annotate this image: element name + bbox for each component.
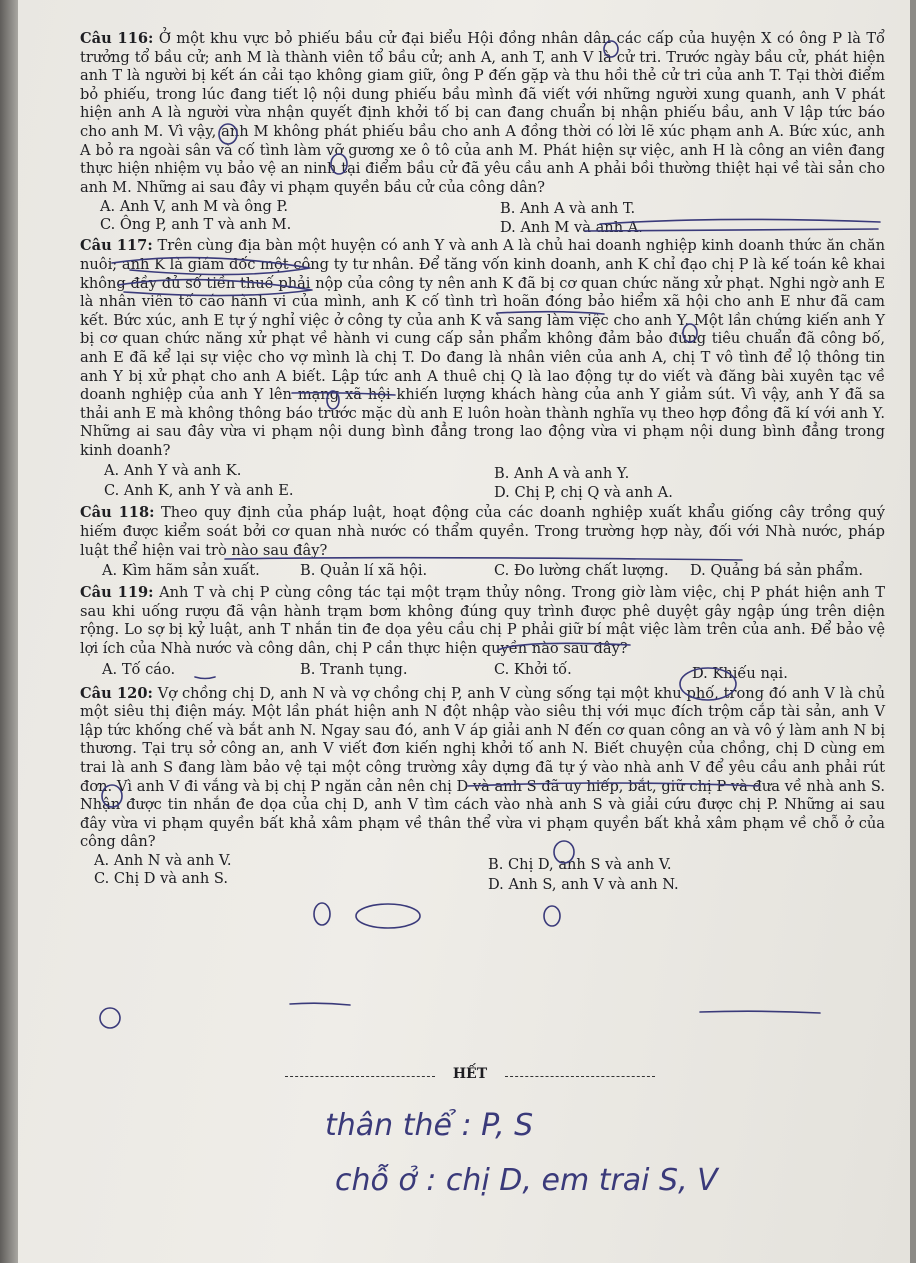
- circle-mark: [604, 41, 618, 57]
- option-d[interactable]: D. Anh S, anh V và anh N.: [488, 875, 679, 893]
- question-label: Câu 118:: [80, 504, 155, 522]
- circle-mark: [554, 841, 574, 863]
- question-label: Câu 116:: [80, 30, 154, 47]
- option-d[interactable]: D. Khiếu nại.: [692, 664, 788, 682]
- circle-mark: [680, 668, 736, 700]
- handwritten-note-1: thân thể : P, S: [325, 1108, 534, 1143]
- option-a[interactable]: A. Anh V, anh M và ông P.: [100, 198, 289, 216]
- option-b[interactable]: B. Quản lí xã hội.: [300, 562, 428, 580]
- option-c[interactable]: C. Chị D và anh S.: [94, 869, 228, 887]
- circle-mark: [314, 903, 330, 925]
- underline-mark: [585, 229, 878, 231]
- end-text: HẾT: [452, 1066, 488, 1082]
- option-b[interactable]: B. Anh A và anh Y.: [494, 465, 630, 483]
- underline-mark: [498, 643, 630, 650]
- question-text: Trên cùng địa bàn một huyện có anh Y và anh A là chủ hai doanh nghiệp kinh doanh thức ăn chăn nuôi; anh K là giám đốc một công ty tư nhân. Để tăng vốn kinh doanh, anh K chỉ đạo chị P là kế toán kê khai không đầy đủ số tiền thuế phải nộp của công ty nên anh K đã bị cơ quan chức năng xử phạt. Nghi ngờ anh E là nhân viên tố cáo hành vi của mình, anh K cố tình trì hoãn đóng bảo hiểm xã hội cho anh E như đã cam kết. Bức xúc, anh E tự ý nghỉ việc ở công ty của anh K và sang làm việc cho anh Y. Một lần chứng kiến anh Y bị cơ quan chức năng xử phạt về hành vi cung cấp sản phẩm không đảm bảo đúng tiêu chuẩn đã công bố, anh E đã kể lại sự việc cho vợ mình là chị T. Do đang là nhân viên của anh A, chị T vô tình để lộ thông tin anh Y bị xử phạt cho anh A biết. Lập tức anh A thuê chị Q là lao động tự do viết và đăng bài xuyên tạc về doanh nghiệp của anh Y lên mạng xã hội khiến lượng khách hàng của anh Y giảm sút. Vì vậy, anh Y đã sa thải anh E mà không thông báo trước mặc dù anh E luôn hoàn thành nghĩa vụ theo hợp đồng đã kí với anh Y. Những ai sau đây vừa vi phạm nội dung bình đẳng trong lao động vừa vi phạm nội dung bình đẳng trong kinh doanh?: [80, 237, 885, 459]
- underline-mark: [497, 312, 604, 314]
- question-label: Câu 117:: [80, 237, 153, 255]
- option-a[interactable]: A. Anh N và anh V.: [94, 851, 232, 869]
- circle-mark: [112, 258, 310, 275]
- underline-mark: [290, 1003, 350, 1005]
- question-text: Ở một khu vực bỏ phiếu bầu cử đại biểu Hội đồng nhân dân các cấp của huyện X có ông P là Tổ trưởng tổ bầu cử; anh M là thành viên tổ bầu cử; anh A, anh T, anh V là cử tri. Trước ngày bầu cử, phát hiện anh T là người bị kết án cải tạo không giam giữ, ông P đến gặp và thu hồi thẻ cử tri của anh T. Tại thời điểm bỏ phiếu, trong lúc đang tiết lộ nội dung phiếu bầu mình đã viết với những người xung quanh, anh V phát hiện anh A là người vừa nhận quyết định khởi tố bị can đang chuẩn bị nhận phiếu bầu, anh V lập tức báo cho anh M. Vì vậy, anh M không phát phiếu bầu cho anh A đồng thời có lời lẽ xúc phạm anh A. Bức xúc, anh A bỏ ra ngoài sân và cố tình làm vỡ gương xe ô tô của anh M. Phát hiện sự việc, anh H là công an viên đang thực hiện nhiệm vụ bảo vệ an ninh tại điểm bầu cử đã yêu cầu anh A phải bồi thường thiệt hại về tài sản cho anh M. Những ai sau đây vi phạm quyền bầu cử của công dân?: [80, 30, 885, 196]
- circle-mark: [219, 124, 237, 144]
- circle-mark: [683, 324, 697, 342]
- option-c[interactable]: C. Ông P, anh T và anh M.: [100, 216, 292, 234]
- option-b[interactable]: B. Chị D, anh S và anh V.: [488, 855, 672, 873]
- option-d[interactable]: D. Anh M và anh A.: [500, 219, 643, 237]
- underline-mark: [225, 558, 742, 560]
- option-d[interactable]: D. Chị P, chị Q và anh A.: [494, 484, 673, 502]
- question-label: Câu 119:: [80, 584, 154, 602]
- option-a[interactable]: A. Tố cáo.: [102, 660, 176, 678]
- circle-mark: [118, 280, 312, 296]
- option-d[interactable]: D. Quảng bá sản phẩm.: [690, 562, 863, 580]
- underline-mark: [195, 677, 215, 679]
- option-c[interactable]: C. Đo lường chất lượng.: [494, 562, 669, 580]
- option-c[interactable]: C. Anh K, anh Y và anh E.: [104, 482, 294, 500]
- underline-mark: [700, 1011, 820, 1013]
- underline-mark: [600, 219, 880, 224]
- question-text: Anh T và chị P cùng công tác tại một trạm thủy nông. Trong giờ làm việc, chị P phát hiện anh T sau khi uống rượu đã vận hành trạm bơm không đúng quy trình được phê duyệt gây ngập úng trên diện rộng. Lo sợ bị kỷ luật, anh T nhắn tin đe dọa yêu cầu chị P phải giữ bí mật việc làm trên của anh. Để bảo vệ lợi ích của Nhà nước và công dân, chị P cần thực hiện quyền nào sau đây?: [80, 584, 885, 658]
- underline-mark: [292, 393, 395, 395]
- question-label: Câu 120:: [80, 684, 153, 702]
- circle-mark: [331, 154, 347, 174]
- option-a[interactable]: A. Anh Y và anh K.: [104, 462, 242, 480]
- option-b[interactable]: B. Tranh tụng.: [300, 660, 408, 678]
- option-c[interactable]: C. Khởi tố.: [494, 660, 572, 678]
- option-b[interactable]: B. Anh A và anh T.: [500, 200, 636, 218]
- circle-mark: [102, 785, 122, 807]
- circle-mark: [100, 1008, 120, 1028]
- handwritten-note-2: chỗ ở : chị D, em trai S, V: [335, 1163, 718, 1198]
- underline-mark: [468, 783, 760, 786]
- option-a[interactable]: A. Kìm hãm sản xuất.: [102, 562, 260, 580]
- question-text: Vợ chồng chị D, anh N và vợ chồng chị P, anh V cùng sống tại một khu phố, trong đó anh V là chủ một siêu thị điện máy. Một lần phát hiện anh N đột nhập vào siêu thị với mục đích trộm cắp tài sản, anh V lập tức khống chế và bắt anh N. Ngay sau đó, anh V áp giải anh N đến cơ quan công an và vô ý làm anh N bị thương. Tại trụ sở công an, anh V viết đơn kiến nghị khởi tố anh N. Biết chuyện của chồng, chị D cùng em trai là anh S đang làm bảo vệ tại một công trường xây dựng đã tự ý vào nhà anh V để yêu cầu anh phải rút đơn. Vì anh V đi vắng và bị chị P ngăn cản nên chị D và anh S đã uy hiếp, bắt, giữ chị P và đưa về nhà anh S. Nhận được tin nhắn đe dọa của chị D, anh V tìm cách vào nhà anh S và giải cứu được chị P. Những ai sau đây vừa vi phạm quyền bất khả xâm phạm về thân thể vừa vi phạm quyền bất khả xâm phạm về chỗ ở của công dân?: [80, 684, 885, 851]
- circle-mark: [544, 906, 560, 926]
- circle-mark: [356, 904, 420, 928]
- question-text: Theo quy định của pháp luật, hoạt động của các doanh nghiệp xuất khẩu giống cây trồng quý hiếm được kiểm soát bởi cơ quan nhà nước có thẩm quyền. Trong trường hợp này, đối với Nhà nước, pháp luật thể hiện vai trò nào sau đây?: [80, 504, 885, 559]
